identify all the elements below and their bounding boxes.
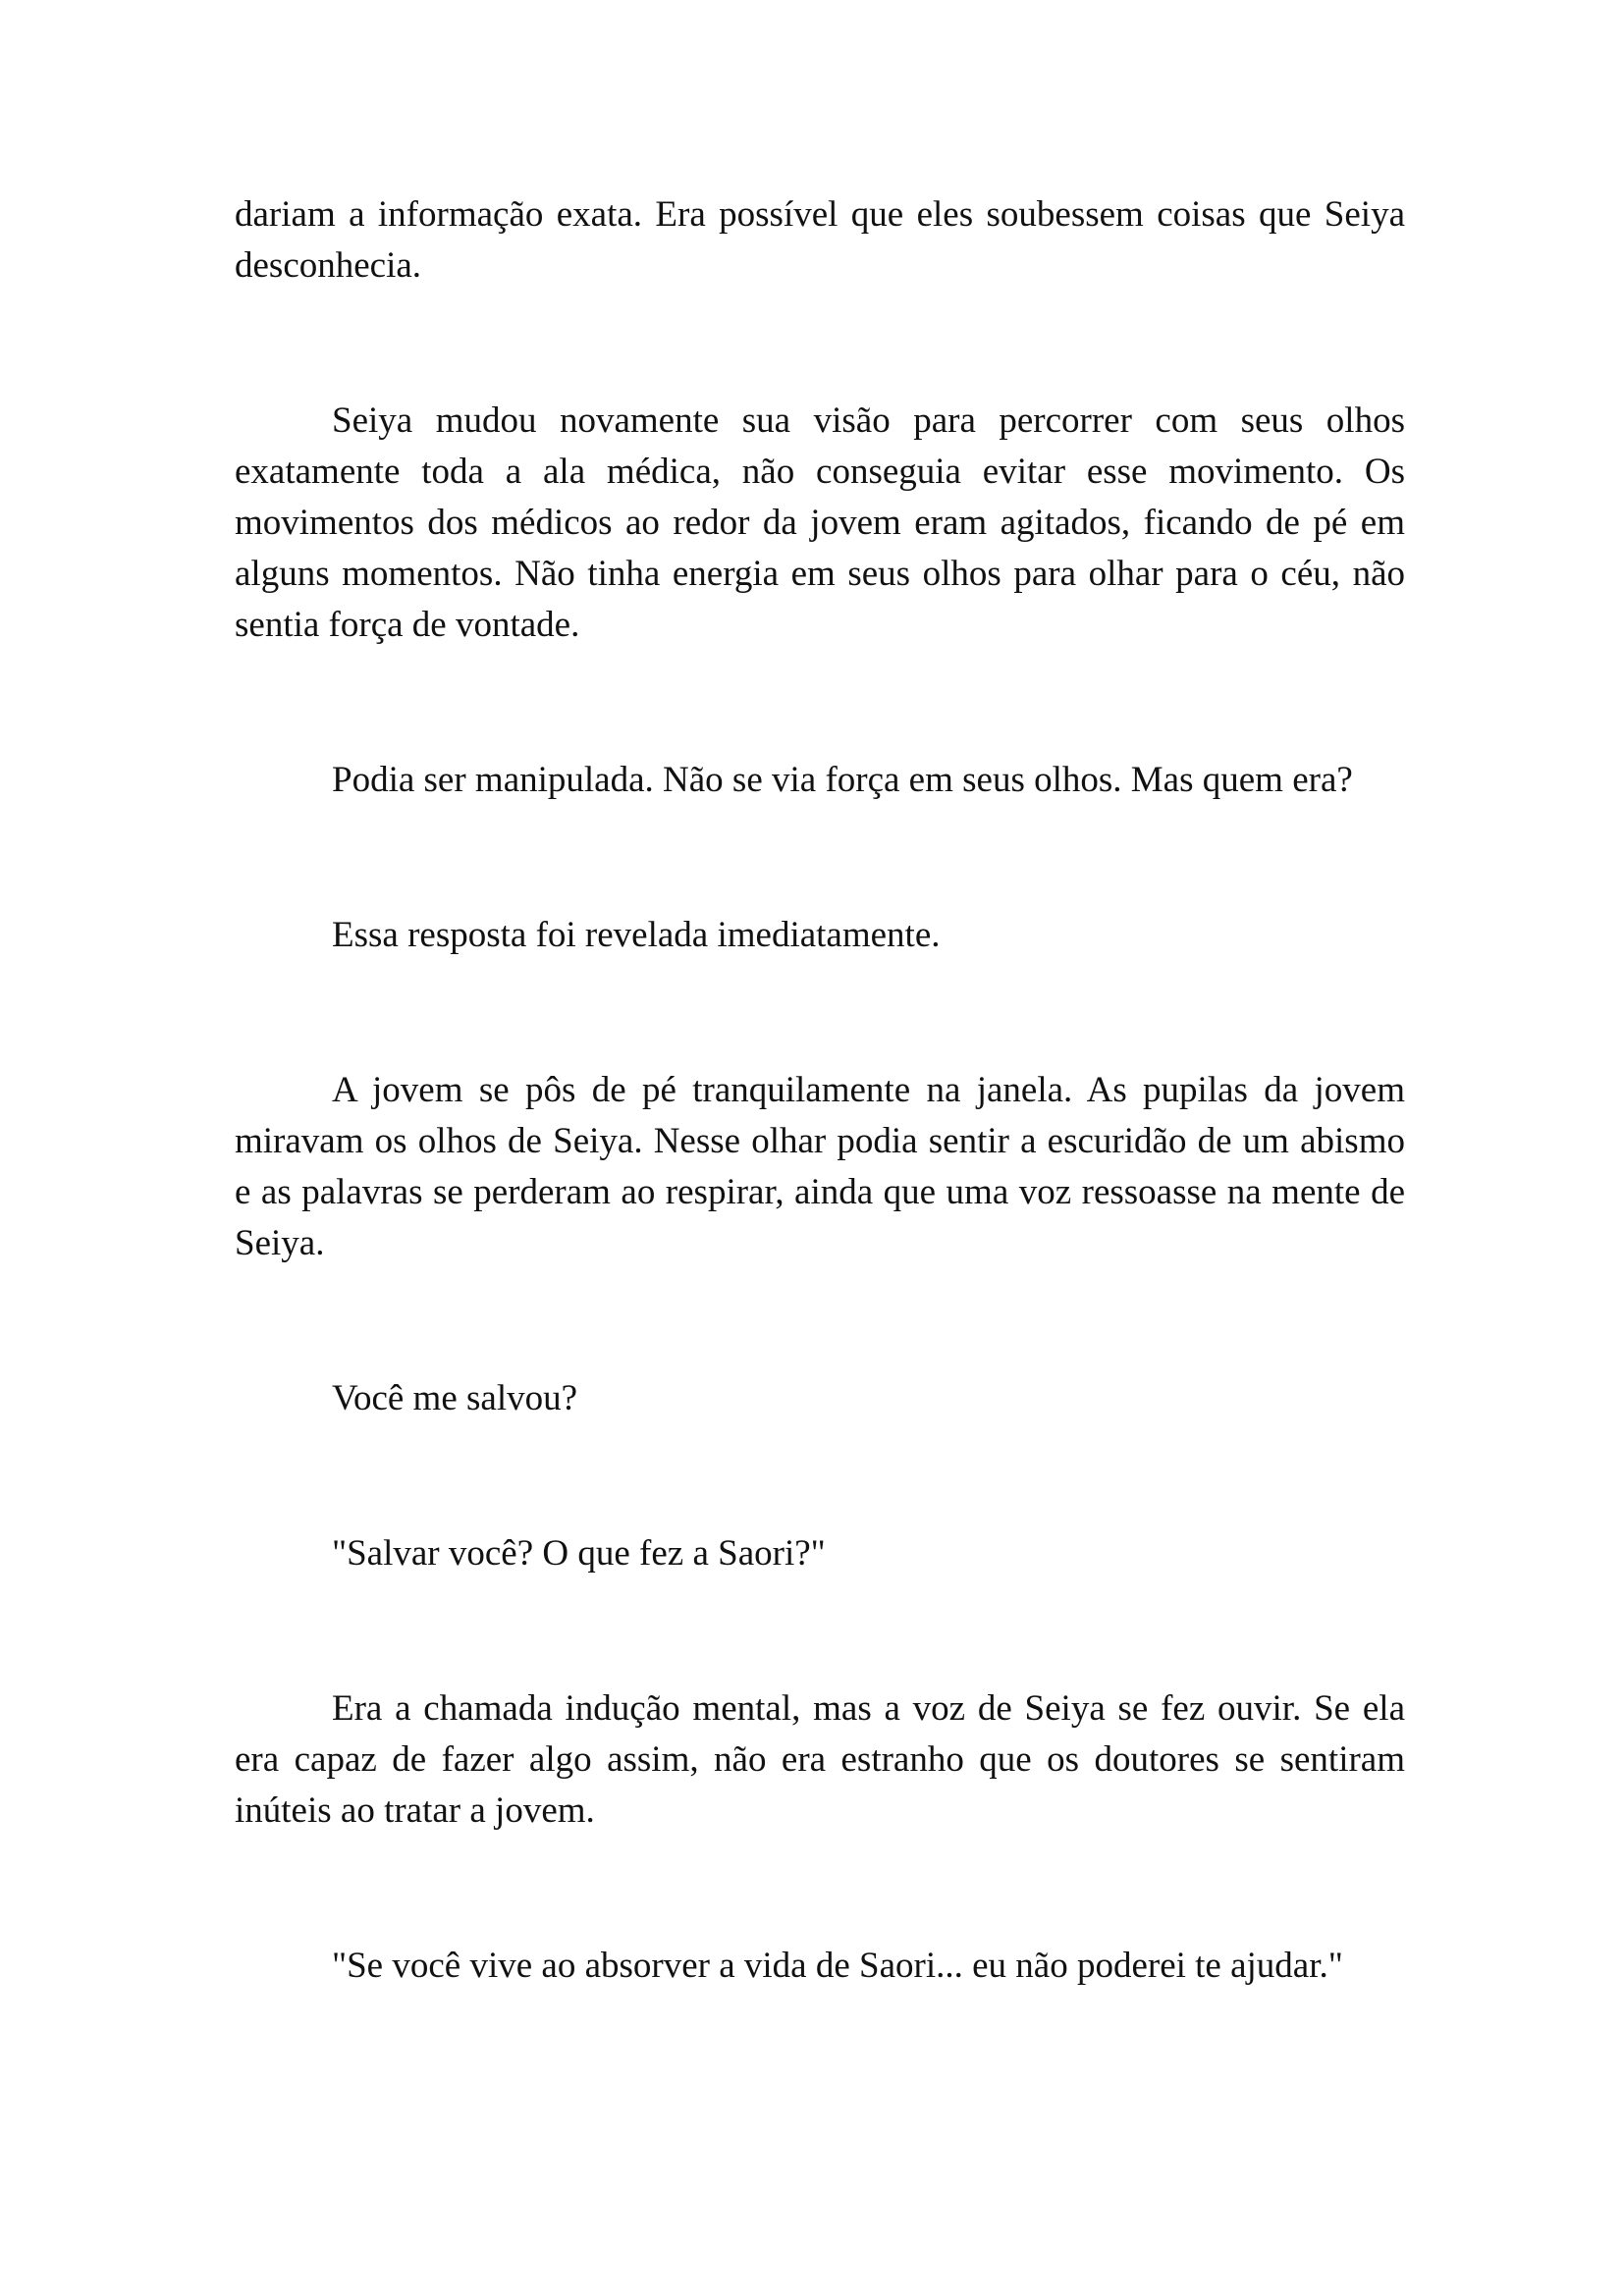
paragraph-4: Essa resposta foi revelada imediatamente.	[332, 915, 941, 955]
paragraph-6: Você me salvou?	[332, 1378, 578, 1418]
document-page	[235, 189, 1405, 1992]
paragraph-1: dariam a informação exata. Era possível que eles soubessem coisas que Seiya desconhecia.	[235, 194, 1405, 286]
paragraph-5: A jovem se pôs de pé tranquilamente na janela. As pupilas da jovem miravam os olhos de Seiya. Nesse olhar podia sentir a escuridão de um abismo e as palavras se perderam ao respirar, ainda que uma voz ressoasse na mente de Seiya.	[235, 1070, 1405, 1263]
paragraph-2: Seiya mudou novamente sua visão para percorrer com seus olhos exatamente toda a ala médica, não conseguia evitar esse movimento. Os movimentos dos médicos ao redor da jovem eram agitados, ficando de pé em alguns momentos. Não tinha energia em seus olhos para olhar para o céu, não sentia força de vontade.	[235, 400, 1405, 645]
paragraph-9: "Se você vive ao absorver a vida de Saori... eu não poderei te ajudar."	[332, 1946, 1343, 1986]
paragraph-7: "Salvar você? O que fez a Saori?"	[332, 1533, 826, 1574]
paragraph-3: Podia ser manipulada. Não se via força em seus olhos. Mas quem era?	[332, 760, 1353, 800]
paragraph-8: Era a chamada indução mental, mas a voz de Seiya se fez ouvir. Se ela era capaz de fazer algo assim, não era estranho que os doutores se sentiram inúteis ao tratar a jovem.	[235, 1688, 1405, 1831]
